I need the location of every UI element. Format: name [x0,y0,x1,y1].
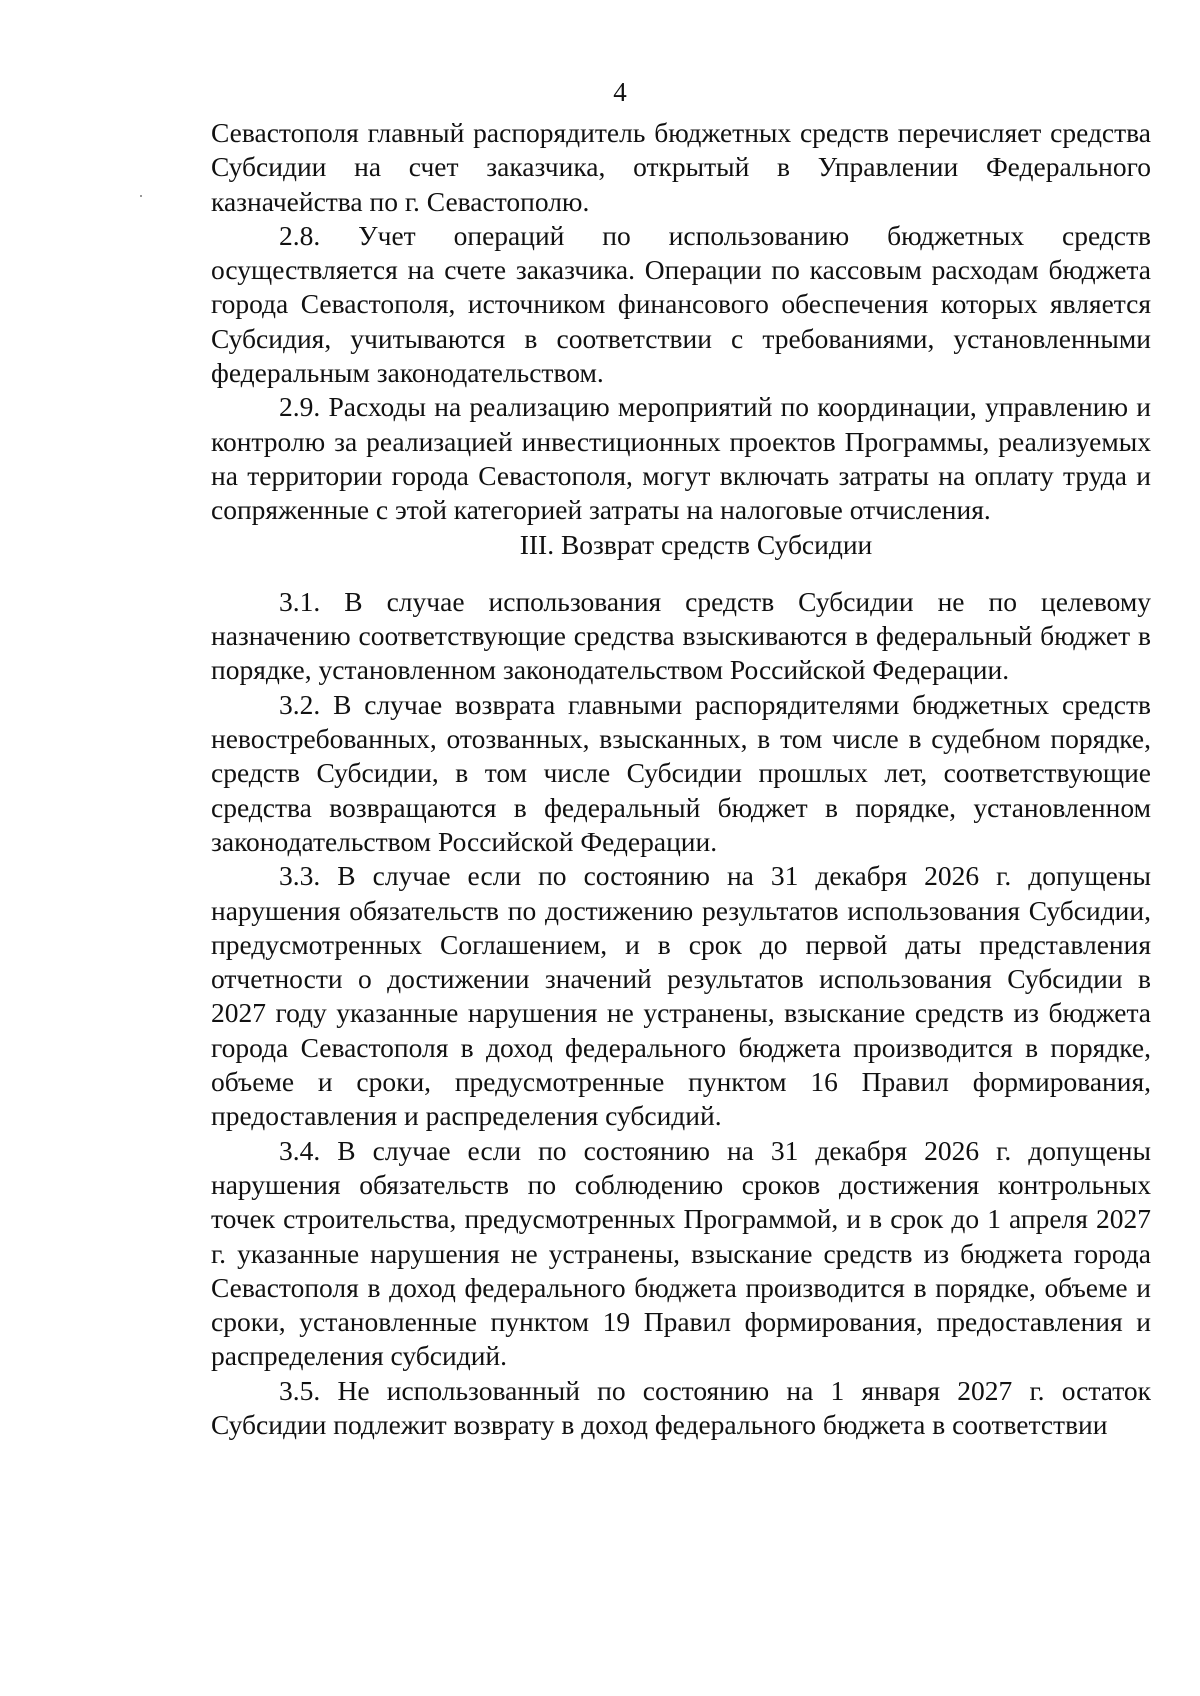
paragraph-2-9: 2.9. Расходы на реализацию мероприятий по координации, управлению и контролю за реализацией инвестиционных проектов Программы, реализуемых на территории города Севастополя, могут включать затраты на оплату труда и сопряженные с этой категорией затраты на налоговые отчисления. [211,391,1151,526]
section-heading-3: III. Возврат средств Субсидии [519,528,873,560]
paragraph-3-4: 3.4. В случае если по состоянию на 31 декабря 2026 г. допущены нарушения обязательств по соблюдению сроков достижения контрольных точек строительства, предусмотренных Программой, и в срок до 1 апреля 2027 г. указанные нарушения не устранены, взыскание средств из бюджета города Севастополя в доход федерального бюджета производится в порядке, объеме и сроки, установленные пунктом 19 Правил формирования, предоставления и распределения субсидий. [211,1134,1151,1372]
paragraph-2-8: 2.8. Учет операций по использованию бюджетных средств осуществляется на счете заказчика. Операции по кассовым расходам бюджета города Севастополя, источником финансового обеспечения которых является Субсидия, учитываются в соответствии с требованиями, установленными федеральным законодательством. [211,219,1151,389]
paragraph-3-5: 3.5. Не использованный по состоянию на 1 января 2027 г. остаток Субсидии подлежит возврату в доход федерального бюджета в соответствии [211,1374,1151,1440]
page-number: 4 [613,77,627,107]
paragraph-3-1: 3.1. В случае использования средств Субсидии не по целевому назначению соответствующие средства взыскиваются в федеральный бюджет в порядке, установленном законодательством Российской Федерации. [211,585,1151,686]
document-body [211,116,1151,1442]
scan-speck [140,195,142,197]
paragraph-3-3: 3.3. В случае если по состоянию на 31 декабря 2026 г. допущены нарушения обязательств по достижению результатов использования Субсидии, предусмотренных Соглашением, и в срок до первой даты представления отчетности о достижении значений результатов использования Субсидии в 2027 году указанные нарушения не устранены, взыскание средств из бюджета города Севастополя в доход федерального бюджета производится в порядке, объеме и сроки, предусмотренные пунктом 16 Правил формирования, предоставления и распределения субсидий. [211,860,1151,1132]
paragraph-intro: Севастополя главный распорядитель бюджетных средств перечисляет средства Субсидии на счет заказчика, открытый в Управлении Федерального казначейства по г. Севастополю. [211,117,1151,217]
paragraph-3-2: 3.2. В случае возврата главными распорядителями бюджетных средств невостребованных, отозванных, взысканных, в том числе в судебном порядке, средств Субсидии, в том числе Субсидии прошлых лет, соответствующие средства возвращаются в федеральный бюджет в порядке, установленном законодательством Российской Федерации. [211,688,1151,857]
